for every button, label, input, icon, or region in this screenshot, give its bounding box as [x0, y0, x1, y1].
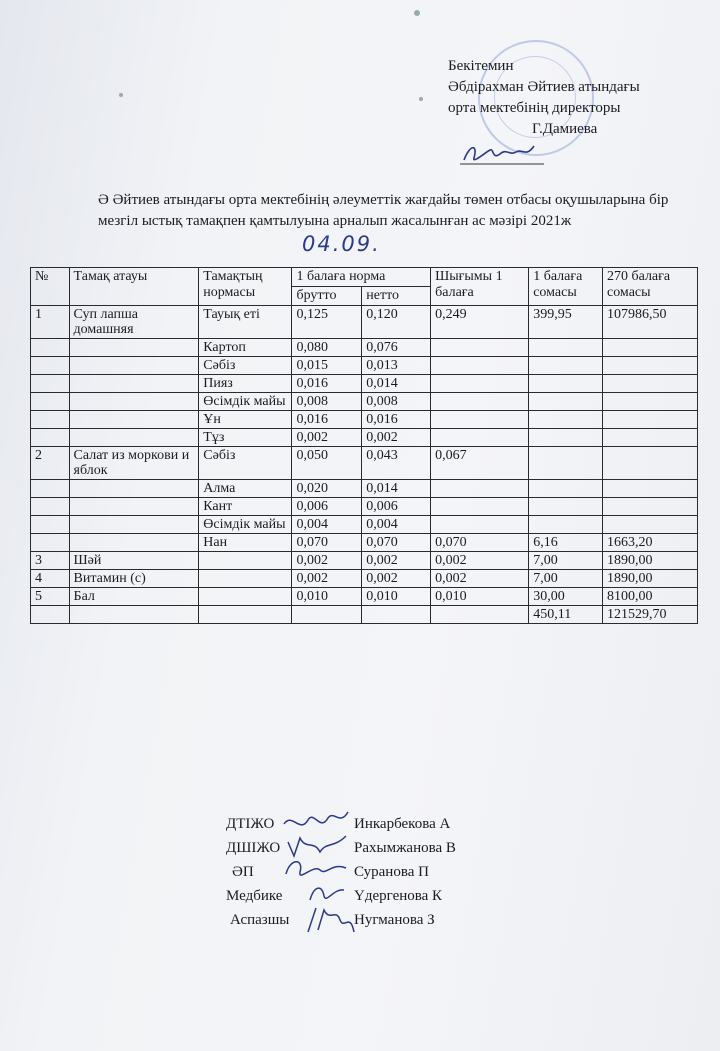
cell-no: [31, 606, 70, 624]
cell-netto: 0,043: [362, 447, 431, 480]
cell-per-child: 7,00: [529, 570, 603, 588]
cell-netto: 0,010: [362, 588, 431, 606]
table-row: [31, 516, 698, 534]
cell-netto: 0,014: [362, 375, 431, 393]
cell-netto: 0,013: [362, 357, 431, 375]
cell-output: [431, 357, 529, 375]
signer-name: Нугманова З: [354, 912, 435, 928]
cell-dish: [69, 480, 199, 498]
cell-brutto: 0,002: [292, 429, 362, 447]
cell-dish: [69, 375, 199, 393]
cell-total: [602, 429, 697, 447]
cell-no: [31, 498, 70, 516]
cell-output: 0,249: [431, 306, 529, 339]
cell-dish: Витамин (с): [69, 570, 199, 588]
table-row: [31, 480, 698, 498]
table-row: [31, 339, 698, 357]
approval-block: [448, 56, 640, 140]
cell-brutto: 0,006: [292, 498, 362, 516]
header-dish: Тамақ атауы: [69, 268, 199, 306]
header-no: №: [31, 268, 70, 306]
signer-name: Инкарбекова А: [354, 816, 451, 832]
table-row: [31, 498, 698, 516]
approval-signer: [448, 119, 640, 140]
cell-netto: 0,004: [362, 516, 431, 534]
cell-brutto: 0,016: [292, 411, 362, 429]
cell-brutto: 0,050: [292, 447, 362, 480]
cell-per-child: 450,11: [529, 606, 603, 624]
signature-row: [226, 812, 451, 836]
table-row: [31, 447, 698, 480]
cell-total: [602, 357, 697, 375]
paper-speck: [119, 93, 123, 97]
table-row: [31, 375, 698, 393]
cell-dish: Суп лапша домашняя: [69, 306, 199, 339]
cell-output: 0,067: [431, 447, 529, 480]
cell-no: [31, 429, 70, 447]
cell-output: [431, 606, 529, 624]
cell-total: [602, 375, 697, 393]
cell-netto: [362, 606, 431, 624]
cell-per-child: [529, 393, 603, 411]
cell-brutto: 0,080: [292, 339, 362, 357]
cell-no: 4: [31, 570, 70, 588]
cell-brutto: 0,002: [292, 570, 362, 588]
cell-brutto: 0,020: [292, 480, 362, 498]
cell-per-child: [529, 447, 603, 480]
handwritten-signature: [304, 902, 358, 938]
cell-no: [31, 357, 70, 375]
cell-output: 0,002: [431, 552, 529, 570]
cell-per-child: [529, 480, 603, 498]
cell-product: [199, 570, 292, 588]
cell-output: 0,070: [431, 534, 529, 552]
cell-total: [602, 516, 697, 534]
paper-speck: [419, 97, 423, 101]
cell-output: [431, 375, 529, 393]
director-signature: [456, 138, 548, 172]
table-row: [31, 552, 698, 570]
header-output: Шығымы 1 балаға: [431, 268, 529, 306]
cell-product: Пияз: [199, 375, 292, 393]
cell-brutto: 0,002: [292, 552, 362, 570]
cell-total: 8100,00: [602, 588, 697, 606]
cell-netto: 0,006: [362, 498, 431, 516]
paper-speck: [414, 10, 420, 16]
table-row: [31, 570, 698, 588]
table-row: [31, 357, 698, 375]
cell-dish: [69, 429, 199, 447]
cell-product: Өсімдік майы: [199, 393, 292, 411]
table-header-row: [31, 268, 698, 287]
cell-dish: [69, 411, 199, 429]
signature-row: [226, 884, 443, 908]
cell-product: Кант: [199, 498, 292, 516]
cell-brutto: 0,125: [292, 306, 362, 339]
cell-netto: 0,002: [362, 570, 431, 588]
header-brutto: брутто: [292, 287, 362, 306]
cell-per-child: [529, 411, 603, 429]
cell-no: 5: [31, 588, 70, 606]
cell-brutto: 0,004: [292, 516, 362, 534]
cell-netto: 0,002: [362, 429, 431, 447]
header-per-child: 1 балаға сомасы: [529, 268, 603, 306]
cell-no: [31, 411, 70, 429]
cell-output: [431, 411, 529, 429]
cell-per-child: [529, 429, 603, 447]
cell-product: Картоп: [199, 339, 292, 357]
table-row: [31, 588, 698, 606]
handwritten-date: 04.09.: [302, 232, 381, 256]
cell-netto: 0,070: [362, 534, 431, 552]
cell-per-child: 30,00: [529, 588, 603, 606]
cell-total: [602, 498, 697, 516]
cell-total: 1890,00: [602, 552, 697, 570]
cell-dish: [69, 357, 199, 375]
table-row: [31, 306, 698, 339]
cell-dish: Шәй: [69, 552, 199, 570]
cell-per-child: 399,95: [529, 306, 603, 339]
cell-no: 2: [31, 447, 70, 480]
cell-per-child: [529, 357, 603, 375]
cell-output: [431, 393, 529, 411]
cell-dish: [69, 534, 199, 552]
cell-product: Өсімдік майы: [199, 516, 292, 534]
cell-product: [199, 588, 292, 606]
cell-no: [31, 534, 70, 552]
approval-position: орта мектебінің директоры: [448, 100, 621, 116]
table-row: [31, 393, 698, 411]
cell-per-child: 7,00: [529, 552, 603, 570]
cell-output: [431, 429, 529, 447]
cell-per-child: [529, 339, 603, 357]
cell-no: [31, 339, 70, 357]
cell-dish: [69, 339, 199, 357]
cell-netto: 0,016: [362, 411, 431, 429]
cell-dish: Салат из моркови и яблок: [69, 447, 199, 480]
cell-no: [31, 375, 70, 393]
cell-product: Тұз: [199, 429, 292, 447]
cell-total: 1890,00: [602, 570, 697, 588]
menu-table: [30, 267, 698, 624]
signature-row: [226, 860, 429, 884]
cell-product: Сәбіз: [199, 357, 292, 375]
cell-brutto: 0,070: [292, 534, 362, 552]
cell-total: [602, 480, 697, 498]
cell-netto: 0,120: [362, 306, 431, 339]
cell-dish: Бал: [69, 588, 199, 606]
cell-total: [602, 447, 697, 480]
cell-brutto: 0,015: [292, 357, 362, 375]
cell-dish: [69, 516, 199, 534]
cell-per-child: [529, 375, 603, 393]
approval-school: Әбдірахман Әйтиев атындағы: [448, 79, 640, 95]
cell-netto: 0,002: [362, 552, 431, 570]
header-product: Тамақтың нормасы: [199, 268, 292, 306]
cell-per-child: [529, 498, 603, 516]
table-body: [31, 306, 698, 624]
signer-name: Суранова П: [354, 864, 429, 880]
cell-total: [602, 339, 697, 357]
cell-per-child: [529, 516, 603, 534]
cell-product: Алма: [199, 480, 292, 498]
signer-role: Медбике: [226, 888, 283, 904]
cell-output: [431, 498, 529, 516]
header-netto: нетто: [362, 287, 431, 306]
cell-product: Нан: [199, 534, 292, 552]
cell-no: [31, 516, 70, 534]
cell-per-child: 6,16: [529, 534, 603, 552]
signer-role: ДТІЖО: [226, 816, 275, 832]
signer-role: ДШІЖО: [226, 840, 281, 856]
cell-product: Сәбіз: [199, 447, 292, 480]
cell-brutto: [292, 606, 362, 624]
cell-product: Тауық еті: [199, 306, 292, 339]
director-name: Г.Дамиева: [532, 121, 598, 137]
cell-output: 0,010: [431, 588, 529, 606]
signer-name: Үдергенова К: [354, 888, 443, 904]
cell-netto: 0,014: [362, 480, 431, 498]
signer-role: Аспазшы: [230, 912, 290, 928]
cell-no: [31, 480, 70, 498]
cell-total: 107986,50: [602, 306, 697, 339]
header-total: 270 балаға сомасы: [602, 268, 697, 306]
cell-no: 1: [31, 306, 70, 339]
cell-product: Ұн: [199, 411, 292, 429]
header-norm: 1 балаға норма: [292, 268, 431, 287]
cell-output: 0,002: [431, 570, 529, 588]
cell-netto: 0,076: [362, 339, 431, 357]
cell-no: [31, 393, 70, 411]
cell-output: [431, 339, 529, 357]
signer-name: Рахымжанова В: [354, 840, 456, 856]
cell-total: 121529,70: [602, 606, 697, 624]
cell-total: [602, 411, 697, 429]
table-row: [31, 411, 698, 429]
cell-dish: [69, 393, 199, 411]
table-row: [31, 606, 698, 624]
cell-brutto: 0,016: [292, 375, 362, 393]
cell-brutto: 0,008: [292, 393, 362, 411]
cell-product: [199, 552, 292, 570]
cell-output: [431, 516, 529, 534]
cell-brutto: 0,010: [292, 588, 362, 606]
signature-row: [226, 908, 435, 932]
cell-dish: [69, 498, 199, 516]
document-title: Ә Әйтиев атындағы орта мектебінің әлеуметтік жағдайы төмен отбасы оқушыларына бір мезгіл ыстық тамақпен қамтылуына арналып жасалынған ас мәзірі 2021ж: [98, 192, 669, 229]
cell-total: 1663,20: [602, 534, 697, 552]
cell-total: [602, 393, 697, 411]
signer-role: ӘП: [232, 864, 254, 880]
cell-product: [199, 606, 292, 624]
cell-no: 3: [31, 552, 70, 570]
cell-dish: [69, 606, 199, 624]
table-row: [31, 534, 698, 552]
cell-netto: 0,008: [362, 393, 431, 411]
cell-output: [431, 480, 529, 498]
signature-block: [226, 812, 456, 932]
approval-heading: Бекітемин: [448, 58, 514, 74]
table-row: [31, 429, 698, 447]
